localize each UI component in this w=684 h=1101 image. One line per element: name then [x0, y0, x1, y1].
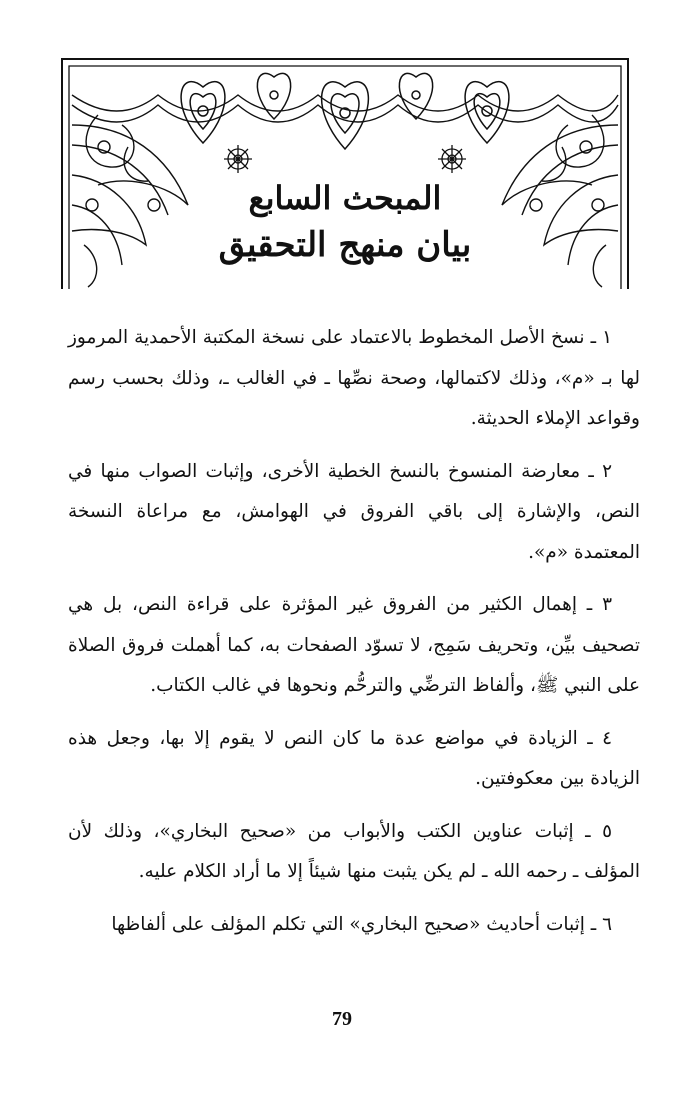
paragraph-3: ٣ ـ إهمال الكثير من الفروق غير المؤثرة على قراءة النص، بل هي تصحيف بيِّن، وتحريف سَمِج، لا تسوّد الصفحات به، كما أهملت فروق الصلاة على النبي ﷺ، وألفاظ الترضِّي والترحُّم ونحوها في غالب الكتاب. [68, 594, 640, 696]
paragraph-6: ٦ ـ إثبات أحاديث «صحيح البخاري» التي تكلم المؤلف على ألفاظها [111, 913, 612, 935]
chapter-heading [58, 176, 632, 270]
chapter-title: بيان منهج التحقيق [218, 225, 472, 265]
paragraph-5: ٥ ـ إثبات عناوين الكتب والأبواب من «صحيح البخاري»، وذلك لأن المؤلف ـ رحمه الله ـ لم يكن يثبت منها شيئاً إلا ما أراد الكلام عليه. [68, 820, 640, 882]
chapter-label: المبحث السابع [248, 179, 442, 217]
paragraph-2: ٢ ـ معارضة المنسوخ بالنسخ الخطية الأخرى، وإثبات الصواب منها في النص، والإشارة إلى باقي الفروق في الهوامش، مع مراعاة النسخة المعتمدة «م». [68, 460, 640, 563]
page-number: 79 [332, 1008, 352, 1030]
body-text [68, 318, 640, 957]
paragraph-4: ٤ ـ الزيادة في مواضع عدة ما كان النص لا يقوم إلا بها، وجعل هذه الزيادة بين معكوفتين. [68, 727, 640, 789]
paragraph-1: ١ ـ نسخ الأصل المخطوط بالاعتماد على نسخة المكتبة الأحمدية المرموز لها بـ «م»، وذلك لاكتمالها، وصحة نصِّها ـ في الغالب ـ، وذلك بحسب رسم وقواعد الإملاء الحديثة. [68, 327, 640, 429]
